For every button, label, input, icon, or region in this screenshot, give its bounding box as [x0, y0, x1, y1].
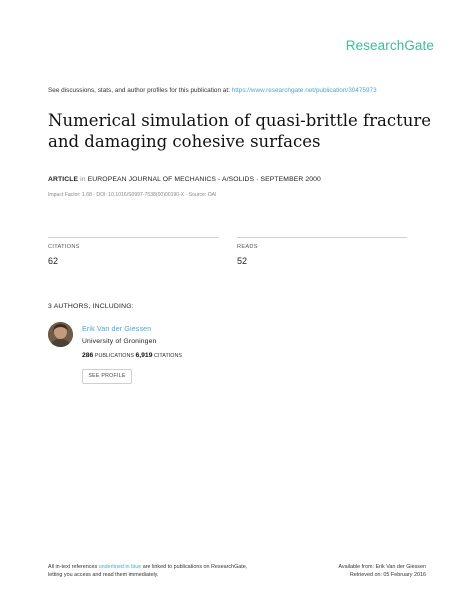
reads-stat — [237, 237, 407, 266]
footer-left-line-1 — [48, 563, 247, 571]
discussion-notice — [48, 87, 444, 94]
title-line-1: Numerical simulation of quasi-brittle fracture — [48, 111, 431, 130]
author-name-link[interactable]: Erik Van der Giessen — [82, 324, 152, 333]
footer-references-note — [48, 563, 247, 579]
authors-heading: 3 AUTHORS, INCLUDING: — [48, 303, 134, 310]
citations-count: 62 — [48, 256, 59, 266]
footer-underlined-link: underlined in blue — [98, 564, 142, 570]
publication-url-link[interactable]: https://www.researchgate.net/publication/30475973 — [231, 87, 377, 94]
author-card — [82, 324, 182, 359]
footer-retrieved-on: Retrieved on: 05 February 2016 — [349, 572, 426, 578]
author-publications-count: 286 — [82, 352, 94, 359]
reads-label: READS — [237, 244, 258, 250]
footer-availability — [338, 563, 426, 579]
author-institution: University of Groningen — [82, 338, 157, 345]
author-photo-icon — [48, 322, 73, 347]
publication-venue: EUROPEAN JOURNAL OF MECHANICS - A/SOLIDS · SEPTEMBER 2000 — [87, 176, 321, 183]
citations-stat — [48, 237, 218, 266]
author-metrics — [82, 352, 182, 359]
publication-title — [48, 110, 448, 152]
see-profile-button[interactable]: SEE PROFILE — [82, 369, 132, 384]
researchgate-logo[interactable]: ResearchGate — [345, 38, 434, 53]
citations-divider — [48, 237, 218, 238]
footer-left-line-2: letting you access and read them immediately. — [48, 572, 159, 578]
author-avatar[interactable] — [48, 322, 73, 347]
title-line-2: and damaging cohesive surfaces — [48, 132, 321, 151]
publication-in: in — [80, 176, 86, 183]
author-publications-label: PUBLICATIONS — [94, 353, 134, 359]
author-citations-count: 6,919 — [135, 352, 153, 359]
footer-available-from: Available from: Erik Van der Giessen — [338, 564, 426, 570]
footer-left-suffix: are linked to publications on ResearchGate, — [142, 564, 248, 570]
author-citations-label: CITATIONS — [154, 353, 182, 359]
footer-left-prefix: All in-text references — [48, 564, 98, 570]
reads-divider — [237, 237, 407, 238]
reads-count: 52 — [237, 256, 248, 266]
impact-factor-line: Impact Factor: 1.68 · DOI: 10.1016/S0997-7538(00)00190-X · Source: OAI — [48, 192, 217, 198]
publication-type: ARTICLE — [48, 176, 79, 183]
publication-info — [48, 176, 321, 183]
citations-label: CITATIONS — [48, 244, 80, 250]
discussion-prefix: See discussions, stats, and author profiles for this publication at: — [48, 87, 230, 94]
